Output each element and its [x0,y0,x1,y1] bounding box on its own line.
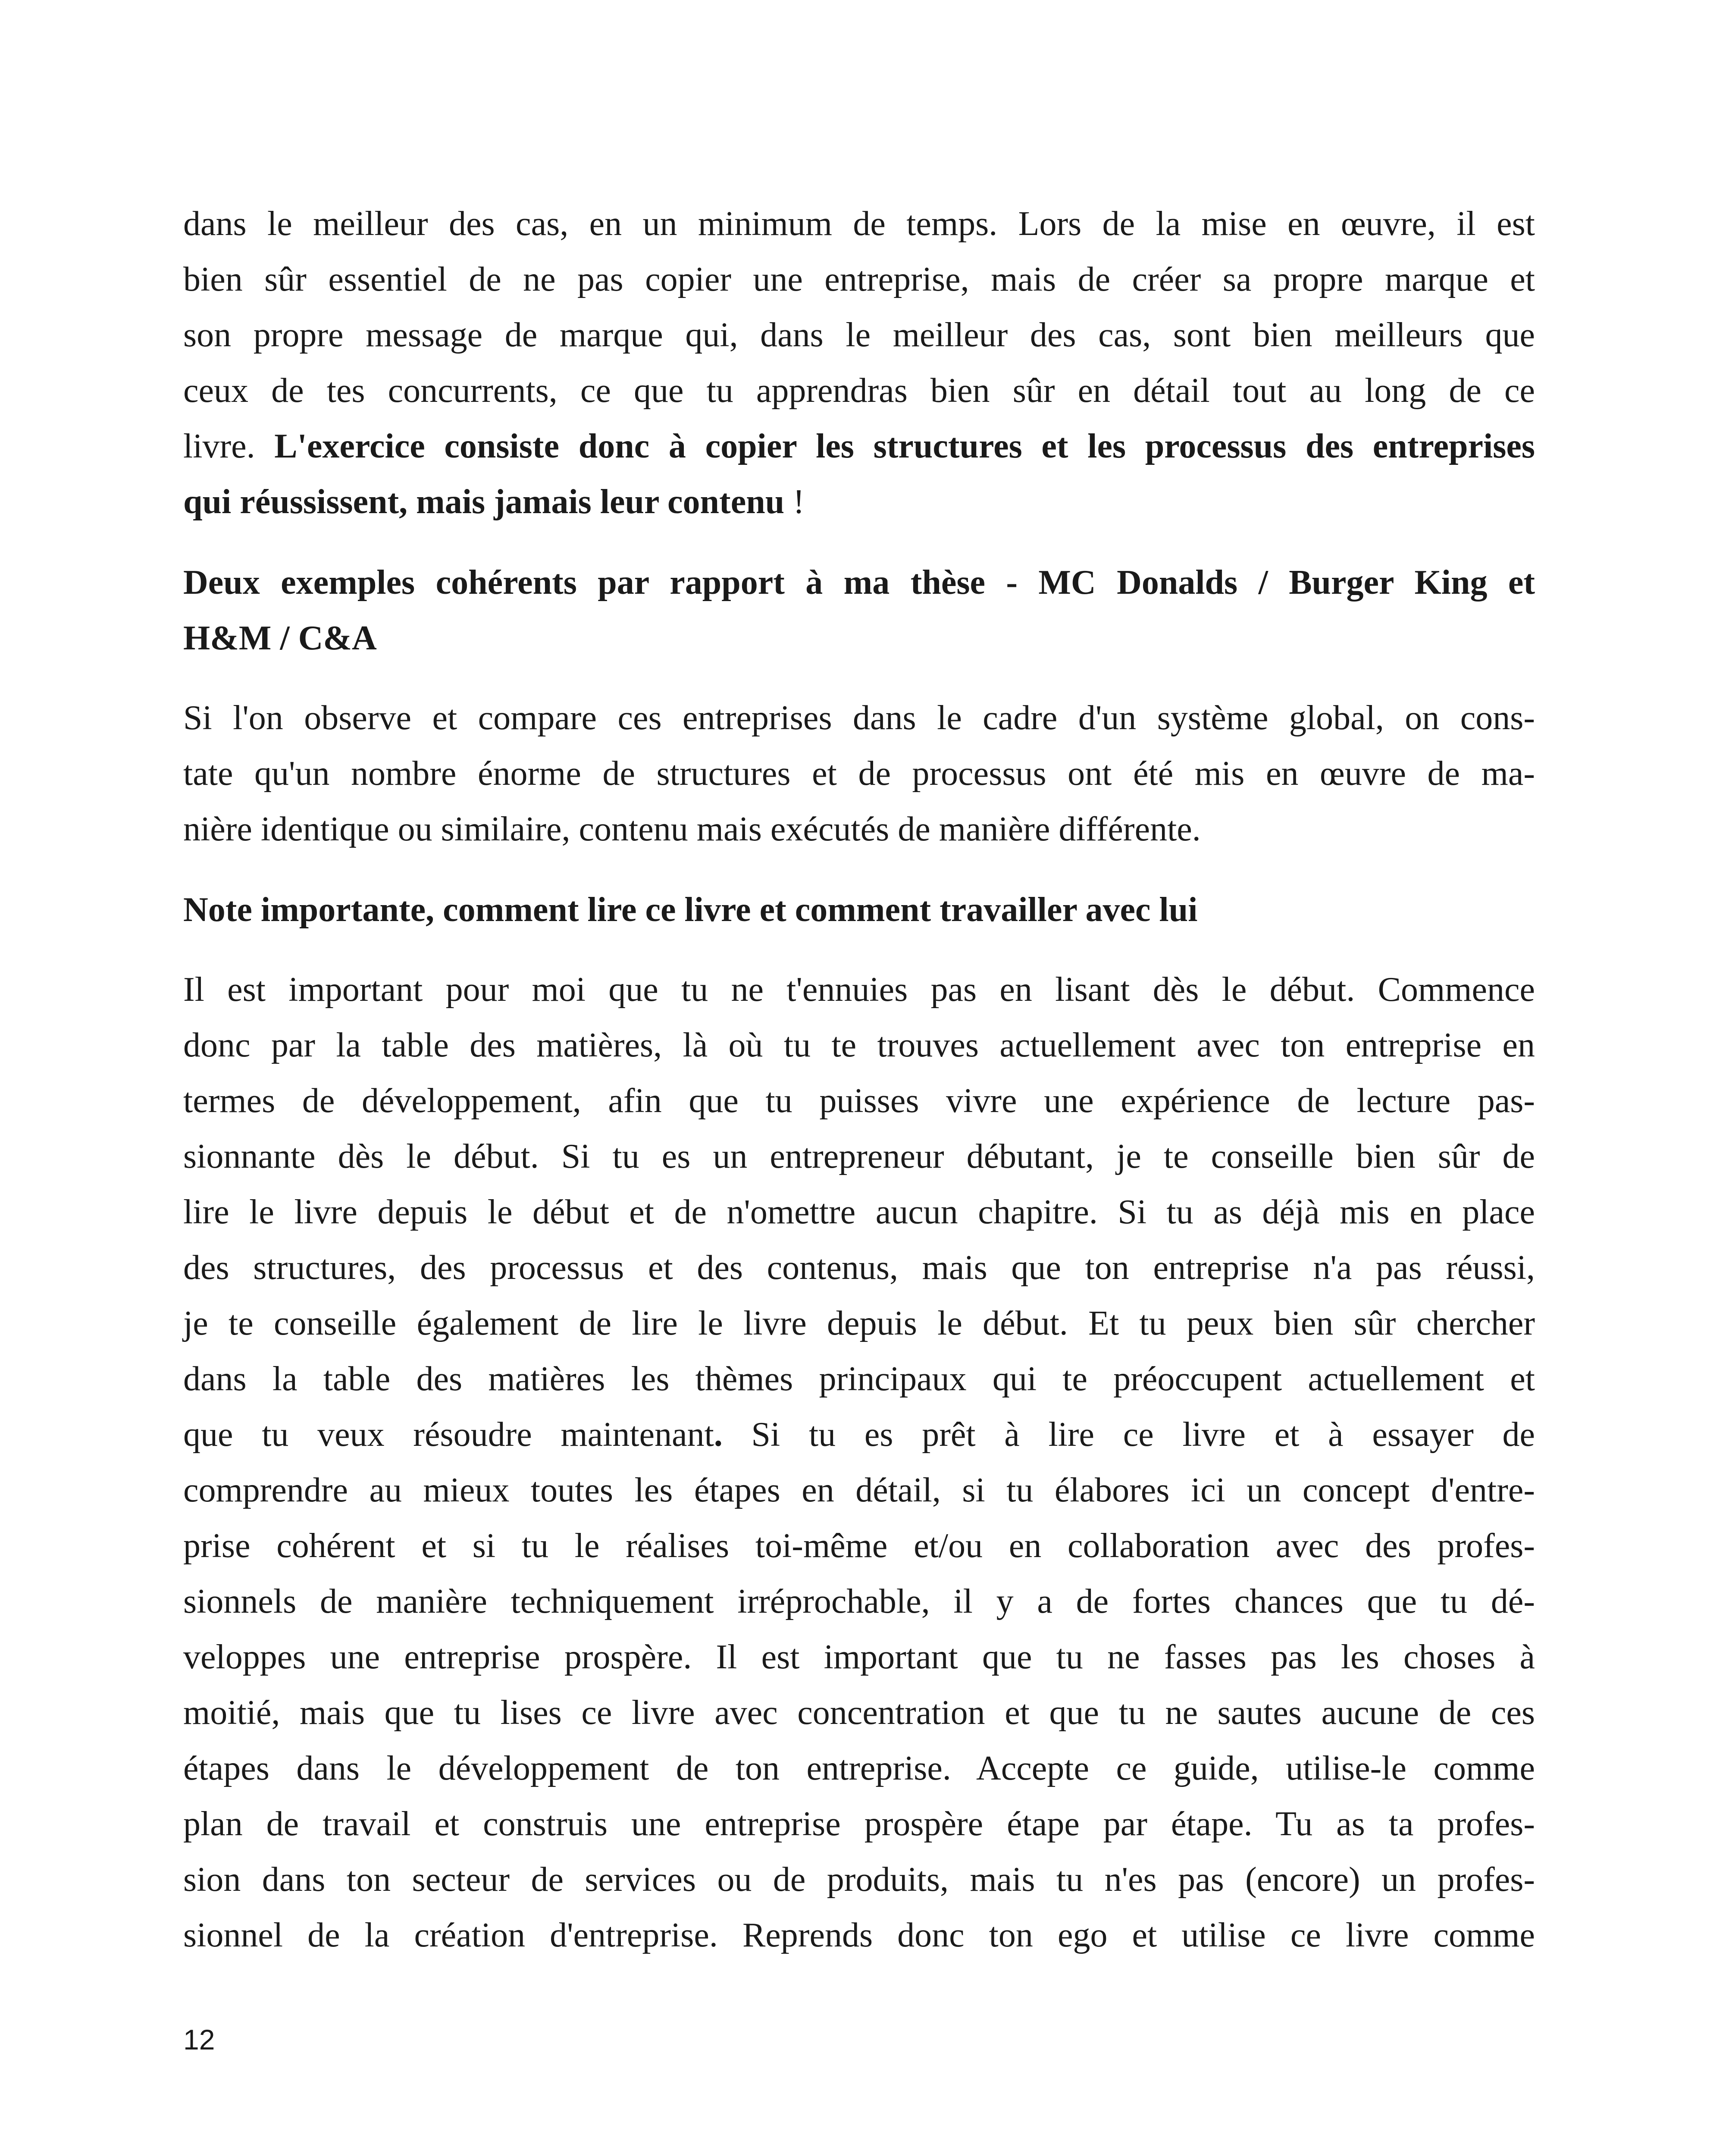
heading-line: Note importante, comment lire ce livre et comment travailler avec lui [183,891,1198,929]
text-line: tate qu'un nombre énorme de structures et de processus ont été mis en œuvre de ma- [183,755,1535,793]
text-line: Il est important pour moi que tu ne t'ennuies pas en lisant dès le début. Commence [183,971,1535,1009]
text-line: moitié, mais que tu lises ce livre avec concentration et que tu ne sautes aucune de ces [183,1694,1535,1732]
text-line: son propre message de marque qui, dans le meilleur des cas, sont bien meilleurs que [183,316,1535,354]
text-line: des structures, des processus et des contenus, mais que ton entreprise n'a pas réussi, [183,1249,1535,1287]
text-line: sionnel de la création d'entreprise. Reprends donc ton ego et utilise ce livre comme [183,1916,1535,1954]
text-line: dans le meilleur des cas, en un minimum de temps. Lors de la mise en œuvre, il est [183,205,1535,243]
text-line-mixed [183,419,1535,474]
text-line: lire le livre depuis le début et de n'omettre aucun chapitre. Si tu as déjà mis en place [183,1193,1535,1231]
text-line-mixed [183,1407,1535,1463]
text-bold: qui réussissent, mais jamais leur contenu [183,483,785,521]
text-plain: ! [784,483,805,521]
text-line: bien sûr essentiel de ne pas copier une entreprise, mais de créer sa propre marque et [183,260,1535,298]
text-line: comprendre au mieux toutes les étapes en détail, si tu élabores ici un concept d'entre- [183,1471,1535,1509]
text-line: sionnels de manière techniquement irréprochable, il y a de fortes chances que tu dé- [183,1583,1535,1620]
paragraph-intro [183,196,1535,530]
text-plain: livre. [183,427,275,465]
text-line: dans la table des matières les thèmes principaux qui te préoccupent actuellement et [183,1360,1535,1398]
text-line: nière identique ou similaire, contenu mais exécutés de manière différente. [183,810,1201,848]
section-heading-note [183,882,1535,938]
heading-line: H&M / C&A [183,619,377,657]
text-line: étapes dans le développement de ton entreprise. Accepte ce guide, utilise-le comme [183,1749,1535,1787]
text-line: prise cohérent et si tu le réalises toi-même et/ou en collaboration avec des profes- [183,1527,1535,1565]
text-line: sion dans ton secteur de services ou de produits, mais tu n'es pas (encore) un profes- [183,1861,1535,1899]
text-line: sionnante dès le début. Si tu es un entrepreneur débutant, je te conseille bien sûr de [183,1138,1535,1175]
text-line-mixed [183,474,1535,530]
text-line: donc par la table des matières, là où tu te trouves actuellement avec ton entreprise en [183,1026,1535,1064]
text-bold: . [714,1416,723,1454]
text-plain: que tu veux résoudre maintenant [183,1416,714,1454]
paragraph-comparison [183,690,1535,857]
text-line: termes de développement, afin que tu puisses vivre une expérience de lecture pas- [183,1082,1535,1120]
text-line: ceux de tes concurrents, ce que tu apprendras bien sûr en détail tout au long de ce [183,372,1535,410]
text-plain: Si tu es prêt à lire ce livre et à essayer de [722,1416,1535,1454]
page-number: 12 [183,2024,215,2056]
section-heading-examples [183,555,1535,666]
text-line: plan de travail et construis une entreprise prospère étape par étape. Tu as ta profes- [183,1805,1535,1843]
text-line: je te conseille également de lire le livre depuis le début. Et tu peux bien sûr chercher [183,1304,1535,1342]
heading-line: Deux exemples cohérents par rapport à ma thèse - MC Donalds / Burger King et [183,564,1535,602]
paragraph-reading-guide [183,962,1535,1963]
text-bold: L'exercice consiste donc à copier les structures et les processus des entreprises [274,427,1535,465]
text-line: veloppes une entreprise prospère. Il est important que tu ne fasses pas les choses à [183,1638,1535,1676]
page-body [183,196,1535,1963]
text-line: Si l'on observe et compare ces entreprises dans le cadre d'un système global, on cons- [183,699,1535,737]
